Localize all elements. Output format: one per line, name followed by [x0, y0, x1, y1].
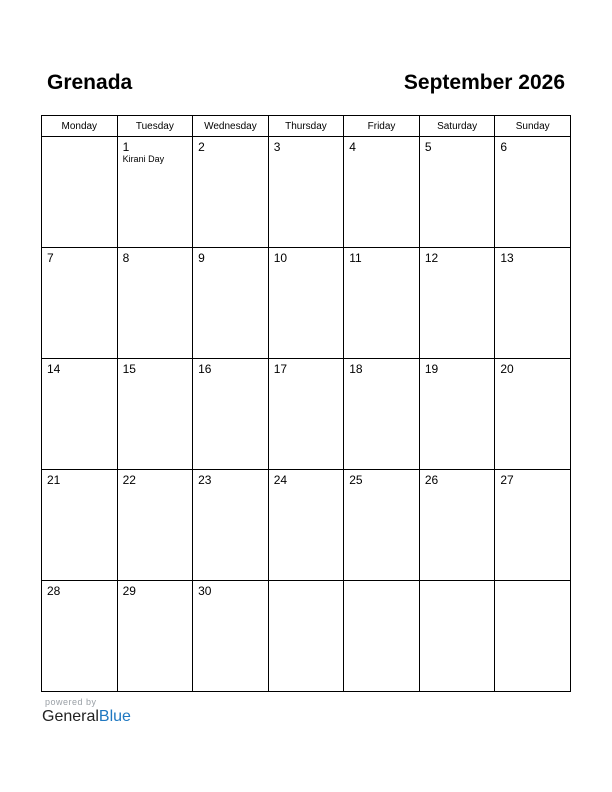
day-number: 17: [273, 362, 288, 376]
day-number: [495, 581, 570, 584]
day-cell: [495, 137, 571, 248]
calendar-month-title: September 2026: [403, 71, 565, 94]
day-number: 16: [198, 362, 212, 376]
weekday-header: Friday: [344, 116, 420, 137]
day-number: 6: [500, 140, 508, 154]
weekday-header: Tuesday: [117, 116, 193, 137]
day-cell: [193, 470, 269, 581]
day-cell: [268, 470, 344, 581]
day-cell: [117, 581, 193, 692]
day-cell: [117, 359, 193, 470]
footer-branding: [42, 697, 131, 727]
day-cell: [268, 137, 344, 248]
day-cell: [419, 248, 495, 359]
powered-by-label: powered by: [45, 697, 97, 707]
day-number: 8: [122, 251, 130, 265]
day-cell: [193, 581, 269, 692]
day-cell: [193, 248, 269, 359]
day-number: [42, 137, 117, 140]
week-row: [42, 248, 571, 359]
day-number: 20: [500, 362, 514, 376]
weekday-header: Thursday: [268, 116, 344, 137]
day-cell: [42, 137, 118, 248]
brand-blue-text: Blue: [98, 708, 131, 725]
day-number: 28: [47, 584, 61, 598]
day-number: 4: [349, 140, 356, 154]
weekday-header: Monday: [42, 116, 118, 137]
day-number: 19: [424, 362, 439, 376]
day-number: 13: [500, 251, 514, 265]
day-cell: [344, 581, 420, 692]
day-number: 27: [500, 473, 514, 487]
weekday-header: Wednesday: [193, 116, 269, 137]
day-number: 7: [47, 251, 54, 265]
day-cell: [495, 581, 571, 692]
day-cell: [495, 359, 571, 470]
day-number: 2: [198, 140, 205, 154]
week-row: [42, 581, 571, 692]
day-cell: [495, 248, 571, 359]
day-number: 1: [122, 140, 130, 154]
day-number: 30: [198, 584, 212, 598]
day-cell: [42, 581, 118, 692]
day-number: 21: [47, 473, 61, 487]
day-cell: [344, 470, 420, 581]
day-cell: [344, 359, 420, 470]
day-cell: [419, 359, 495, 470]
day-number: [420, 581, 495, 584]
day-number: 18: [349, 362, 363, 376]
day-cell: [344, 248, 420, 359]
day-number: 29: [122, 584, 136, 598]
day-cell: [344, 137, 420, 248]
day-number: 10: [273, 251, 288, 265]
day-cell: [268, 359, 344, 470]
day-number: [269, 581, 344, 584]
day-cell: [419, 581, 495, 692]
day-cell: [117, 470, 193, 581]
day-cell: [268, 248, 344, 359]
day-number: 11: [349, 251, 362, 265]
day-number: 14: [47, 362, 61, 376]
day-cell: [193, 359, 269, 470]
week-row: [42, 359, 571, 470]
brand-general-text: General: [42, 708, 99, 725]
day-cell: [268, 581, 344, 692]
day-number: 9: [198, 251, 205, 265]
day-number: [344, 581, 419, 584]
day-cell: [419, 137, 495, 248]
week-row: [42, 137, 571, 248]
day-number: 26: [424, 473, 439, 487]
day-number: 24: [273, 473, 288, 487]
day-cell: [42, 470, 118, 581]
day-number: 25: [349, 473, 363, 487]
week-row: [42, 470, 571, 581]
day-number: 22: [122, 473, 136, 487]
day-number: 3: [273, 140, 281, 154]
calendar-grid: [41, 115, 571, 692]
day-number: 15: [122, 362, 136, 376]
day-number: 23: [198, 473, 212, 487]
day-cell: [117, 137, 193, 248]
day-cell: [495, 470, 571, 581]
day-number: 5: [424, 140, 432, 154]
day-cell: [117, 248, 193, 359]
generalblue-logo: [42, 707, 131, 727]
day-cell: [193, 137, 269, 248]
day-cell: [419, 470, 495, 581]
day-cell: [42, 248, 118, 359]
calendar-country-title: Grenada: [47, 71, 133, 94]
weekday-header: Sunday: [495, 116, 571, 137]
weekday-header-row: [42, 116, 571, 137]
weekday-header: Saturday: [419, 116, 495, 137]
day-cell: [42, 359, 118, 470]
day-number: 12: [424, 251, 439, 265]
holiday-label: Kirani Day: [122, 154, 165, 164]
